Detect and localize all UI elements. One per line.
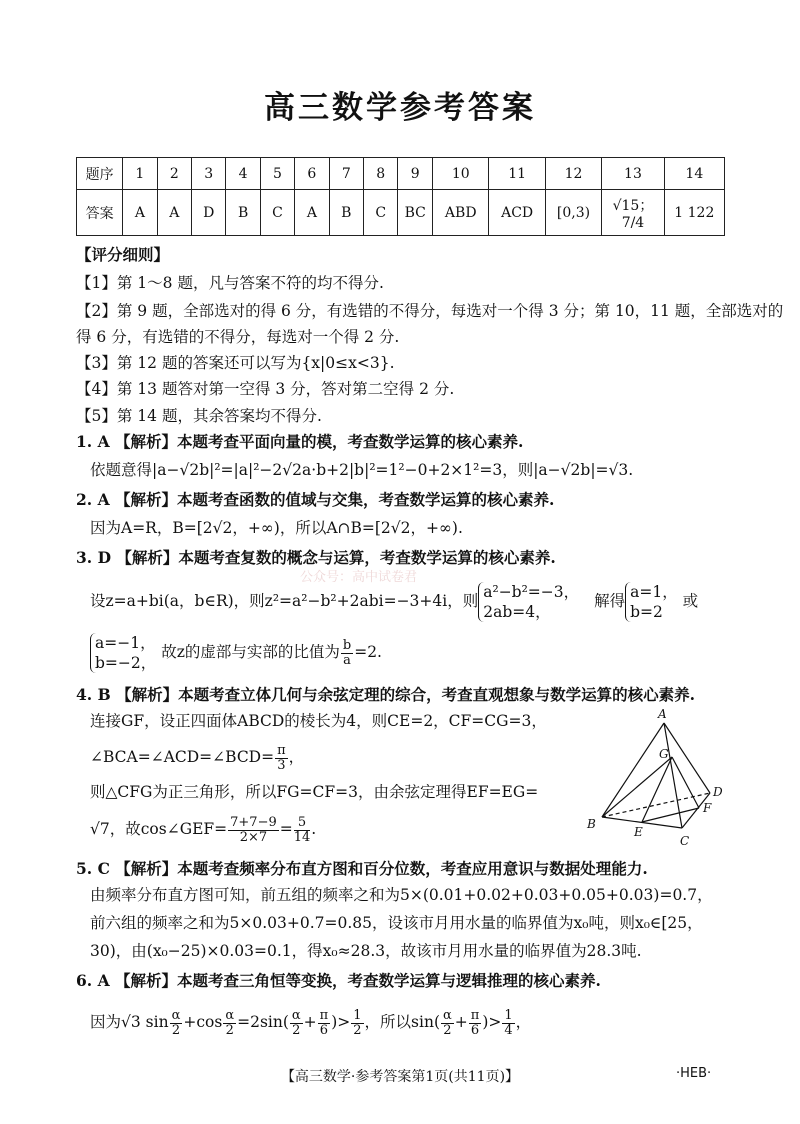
seg-ef: [642, 808, 699, 822]
answer-cell: BC: [398, 190, 433, 236]
q3-sys1-eq1: a²−b²=−3，: [483, 583, 580, 601]
label-e: E: [634, 825, 643, 839]
answer-cell: B: [329, 190, 363, 236]
q3-or: 或: [682, 592, 699, 610]
rule-2-cont: 得 6 分，有选错的不得分，每选对一个得 2 分.: [76, 328, 400, 346]
q6-quarter-den: 4: [504, 1022, 513, 1038]
q6-a1-den: 2: [171, 1022, 181, 1038]
q6-p3: =2sin(: [237, 1013, 289, 1031]
label-a: A: [658, 707, 667, 721]
q3-system-2: [625, 582, 678, 622]
q3-frac-den: a: [343, 652, 351, 668]
label-f: F: [703, 801, 712, 815]
q4-cos-num1: 7+7−9: [230, 814, 277, 830]
q4-angle-num: π: [277, 742, 286, 758]
q6-p6: ，所以sin(: [364, 1013, 440, 1031]
q3-text-c: =2.: [354, 643, 382, 661]
page-footer: 【高三数学·参考答案第1页(共11页)】: [280, 1069, 520, 1085]
q6-p5: )>: [331, 1013, 351, 1031]
question-number-cell: 14: [664, 158, 724, 190]
q6-p4: +: [303, 1013, 317, 1031]
q6-p1: 因为√3 sin: [90, 1013, 169, 1031]
seg-gf: [672, 757, 699, 808]
q3-solve-label: 解得: [594, 592, 626, 610]
question-number-cell: 2: [157, 158, 191, 190]
answer-cell: A: [157, 190, 191, 236]
q6-pi2-num: π: [470, 1007, 480, 1023]
q4-cos-end: .: [311, 820, 317, 838]
q3-heading: 3. D 【解析】本题考查复数的概念与运算，考查数学运算的核心素养.: [76, 548, 556, 567]
header-label: 题序: [77, 158, 123, 190]
q6-a4-den: 2: [443, 1022, 452, 1038]
q6-p7: +: [454, 1013, 468, 1031]
question-number-cell: 4: [226, 158, 260, 190]
q3-fraction: [341, 639, 353, 668]
rules-heading: 【评分细则】: [76, 245, 170, 264]
q4-angle-end: ，: [288, 748, 305, 766]
q3-sys1-eq2: 2ab=4，: [483, 603, 551, 621]
q6-frac-a1: [170, 1009, 183, 1038]
q4-angle-den: 3: [277, 757, 286, 773]
q6-half-den: 2: [353, 1022, 362, 1038]
watermark: 公众号：高中试卷君: [300, 570, 418, 585]
seg-eg: [642, 757, 672, 822]
label-g: G: [659, 747, 669, 761]
q3-sys3-eq1: a=−1，: [95, 634, 156, 652]
q6-frac-quarter: [502, 1009, 514, 1038]
q4-cos-text: √7，故cos∠GEF=: [90, 820, 228, 838]
q6-a2-num: α: [225, 1007, 235, 1023]
q6-line1: [90, 1004, 531, 1040]
question-number-cell: 9: [398, 158, 433, 190]
rule-3: 【3】第 12 题的答案还可以写为{x|0≤x<3}.: [76, 354, 395, 372]
q5-heading: 5. C 【解析】本题考查频率分布直方图和百分位数，考查应用意识与数据处理能力.: [76, 859, 648, 878]
q6-heading: 6. A 【解析】本题考查三角恒等变换，考查数学运算与逻辑推理的核心素养.: [76, 971, 601, 990]
question-number-cell: 6: [295, 158, 329, 190]
edge-ab: [602, 723, 664, 817]
rule-1: 【1】第 1～8 题，凡与答案不符的均不得分.: [76, 274, 384, 292]
q2-heading: 2. A 【解析】本题考查函数的值域与交集，考查数学运算的核心素养.: [76, 490, 555, 509]
q2-body: 因为A=R，B=[2√2，+∞)，所以A∩B=[2√2，+∞).: [90, 519, 463, 537]
q6-quarter-num: 1: [504, 1007, 513, 1023]
rule-2: 【2】第 9 题，全部选对的得 6 分，有选错的不得分，每选对一个得 3 分；第 10，11 题，全部选对的: [76, 302, 784, 320]
q5-line3: 30)，由(x₀−25)×0.03=0.1，得x₀≈28.3，故该市月用水量的临界值为28.3吨.: [90, 942, 642, 960]
q4-cos-den1: 2×7: [239, 829, 268, 845]
question-number-cell: 11: [489, 158, 545, 190]
q6-frac-a3: [290, 1009, 303, 1038]
answer-label: 答案: [77, 190, 123, 236]
q3-frac-num: b: [342, 637, 352, 653]
answer-cell: 1 122: [664, 190, 724, 236]
question-number-cell: 3: [191, 158, 225, 190]
q6-p9: ，: [515, 1013, 532, 1031]
q6-p2: +cos: [183, 1013, 223, 1031]
q4-line4: [90, 811, 316, 847]
question-number-cell: 13: [602, 158, 664, 190]
q6-frac-a4: [441, 1009, 454, 1038]
q3-text-b: 故z的虚部与实部的比值为: [161, 643, 340, 661]
page-title: 高三数学参考答案: [264, 90, 536, 126]
q4-angle-text: ∠BCA=∠ACD=∠BCD=: [90, 748, 275, 766]
q6-a1-num: α: [171, 1007, 181, 1023]
question-number-cell: 8: [363, 158, 397, 190]
question-number-cell: 7: [329, 158, 363, 190]
q3-system-3: [90, 633, 156, 673]
q6-frac-a2: [223, 1009, 236, 1038]
q5-line2: 前六组的频率之和为5×0.03+0.7=0.85，设该市月用水量的临界值为x₀吨，则x₀∈[25，: [90, 914, 703, 932]
q6-frac-pi1: [318, 1009, 331, 1038]
q4-line3: 则△CFG为正三角形，所以FG=CF=3，由余弦定理得EF=EG=: [90, 783, 539, 801]
q3-text-a: 设z=a+bi(a，b∈R)，则z²=a²−b²+2abi=−3+4i，则: [90, 592, 479, 610]
q3-line2: [90, 631, 382, 673]
rule-5: 【5】第 14 题，其余答案均不得分.: [76, 407, 322, 425]
q4-cos-num2: 5: [294, 816, 311, 831]
q6-a4-num: α: [443, 1007, 452, 1023]
q4-cos-frac1: [228, 816, 279, 845]
q6-pi1-den: 6: [319, 1022, 329, 1038]
answer-cell: D: [191, 190, 225, 236]
q3-sys3-eq2: b=−2，: [95, 654, 157, 672]
q6-p8: )>: [482, 1013, 502, 1031]
answer-cell: A: [123, 190, 157, 236]
answer-cell: C: [260, 190, 294, 236]
question-number-cell: 1: [123, 158, 157, 190]
q4-line2: [90, 740, 304, 774]
answer-cell: √15；7/4: [602, 190, 664, 236]
answer-cell: ABD: [433, 190, 489, 236]
answer-cell: B: [226, 190, 260, 236]
q4-cos-eq: =: [279, 820, 293, 838]
q6-a3-num: α: [291, 1007, 301, 1023]
q3-line1: [90, 580, 698, 622]
answer-cell: [0,3): [545, 190, 601, 236]
label-c: C: [680, 834, 690, 848]
seg-bg: [602, 757, 672, 817]
answer-cell: A: [295, 190, 329, 236]
q4-heading: 4. B 【解析】本题考查立体几何与余弦定理的综合，考查直观想象与数学运算的核心素养.: [76, 685, 695, 704]
question-number-cell: 10: [433, 158, 489, 190]
label-b: B: [587, 817, 596, 831]
paper-code: ·HEB·: [676, 1066, 712, 1081]
q1-body: 依题意得|a−√2b|²=|a|²−2√2a·b+2|b|²=1²−0+2×1²=3，则|a−√2b|=√3.: [90, 461, 634, 479]
q3-sys2-eq2: b=2: [630, 603, 663, 621]
q3-sys2-eq1: a=1，: [630, 583, 678, 601]
q4-cos-frac2: [294, 816, 311, 845]
q6-pi1-num: π: [319, 1007, 329, 1023]
answer-table: [76, 157, 725, 236]
q5-line1: 由频率分布直方图可知，前五组的频率之和为5×(0.01+0.02+0.03+0.05+0.03)=0.7，: [90, 886, 713, 904]
q6-frac-half: [351, 1009, 363, 1038]
q4-cos-den2: 14: [293, 829, 311, 845]
q6-half-num: 1: [353, 1007, 362, 1023]
answer-cell: C: [363, 190, 397, 236]
label-d: D: [713, 785, 723, 799]
q6-a3-den: 2: [292, 1022, 301, 1038]
rule-4: 【4】第 13 题答对第一空得 3 分，答对第二空得 2 分.: [76, 380, 455, 398]
q6-a2-den: 2: [225, 1022, 234, 1038]
answer-cell: ACD: [489, 190, 545, 236]
tetrahedron-figure: [580, 705, 740, 850]
q6-frac-pi2: [469, 1009, 482, 1038]
q3-system-1: [478, 582, 579, 622]
q1-heading: 1. A 【解析】本题考查平面向量的模，考查数学运算的核心素养.: [76, 432, 524, 451]
q4-angle-frac: [275, 744, 288, 773]
question-number-cell: 5: [260, 158, 294, 190]
q4-line1: 连接GF，设正四面体ABCD的棱长为4，则CE=2，CF=CG=3，: [90, 712, 547, 730]
q6-pi2-den: 6: [470, 1022, 480, 1038]
question-number-cell: 12: [545, 158, 601, 190]
